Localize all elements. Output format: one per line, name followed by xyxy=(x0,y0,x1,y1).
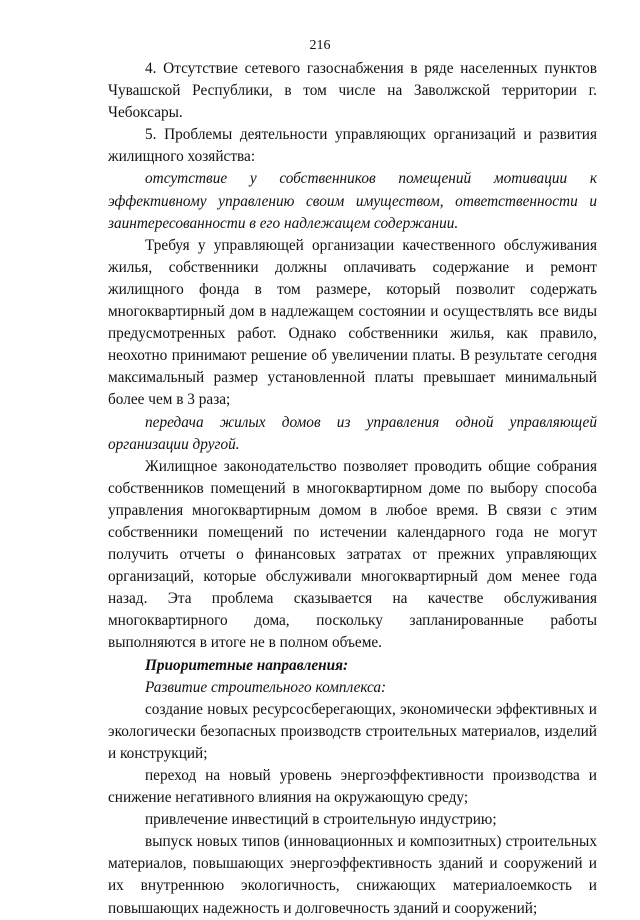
paragraph-owner-motivation: отсутствие у собственников помещений мотивации к эффективному управлению своим имуществом, ответственности и заинтересованности в его надлежащем содержании. xyxy=(108,170,597,232)
subheading-construction-complex: Развитие строительного комплекса: xyxy=(145,678,387,696)
list-item-investments: привлечение инвестиций в строительную индустрию; xyxy=(145,811,497,829)
paragraph-transfer-of-houses: передача жилых домов из управления одной управляющей организации другой. xyxy=(108,413,597,453)
page-body xyxy=(108,58,597,920)
paragraph-management-problems: 5. Проблемы деятельности управляющих организаций и развития жилищного хозяйства: xyxy=(108,126,597,166)
paragraph-maintenance-fees: Требуя у управляющей организации качественного обслуживания жилья, собственники должны оплачивать содержание и ремонт жилищного фонда в том размере, который позволит содержать многоквартирный дом в надлежащем состоянии и осуществлять все виды предусмотренных работ. Однако собственники жилья, как правило, неохотно принимают решение об увеличении платы. В результате сегодня максимальный размер установленной платы превышает минимальный более чем в 3 раза; xyxy=(108,236,597,409)
paragraph-housing-law: Жилищное законодательство позволяет проводить общие собрания собственников помещений в многоквартирном доме по выбору способа управления многоквартирным домом в любое время. В связи с этим собственники помещений по истечении календарного года не могут получить отчеты о финансовых затратах от прежних управляющих организаций, которые обслуживали многоквартирный дом менее года назад. Эта проблема сказывается на качестве обслуживания многоквартирного дома, поскольку запланированные работы выполняются в итоге не в полном объеме. xyxy=(108,457,597,652)
paragraph-gas-supply: 4. Отсутствие сетевого газоснабжения в ряде населенных пунктов Чувашской Республики, в том числе на Заволжской территории г. Чебоксары. xyxy=(108,60,597,122)
list-item-energy-efficiency: переход на новый уровень энергоэффективности производства и снижение негативного влияния на окружающую среду; xyxy=(108,767,597,807)
section-heading-priorities: Приоритетные направления: xyxy=(145,656,349,674)
list-item-new-materials: выпуск новых типов (инновационных и композитных) строительных материалов, повышающих энергоэффективность зданий и сооружений и их внутреннюю экологичность, снижающих материалоемкость и повышающих надежность и долговечность зданий и сооружений; xyxy=(108,833,597,917)
list-item-new-production: создание новых ресурсосберегающих, экономически эффективных и экологически безопасных производств строительных материалов, изделий и конструкций; xyxy=(108,700,597,762)
page-number: 216 xyxy=(309,38,331,53)
